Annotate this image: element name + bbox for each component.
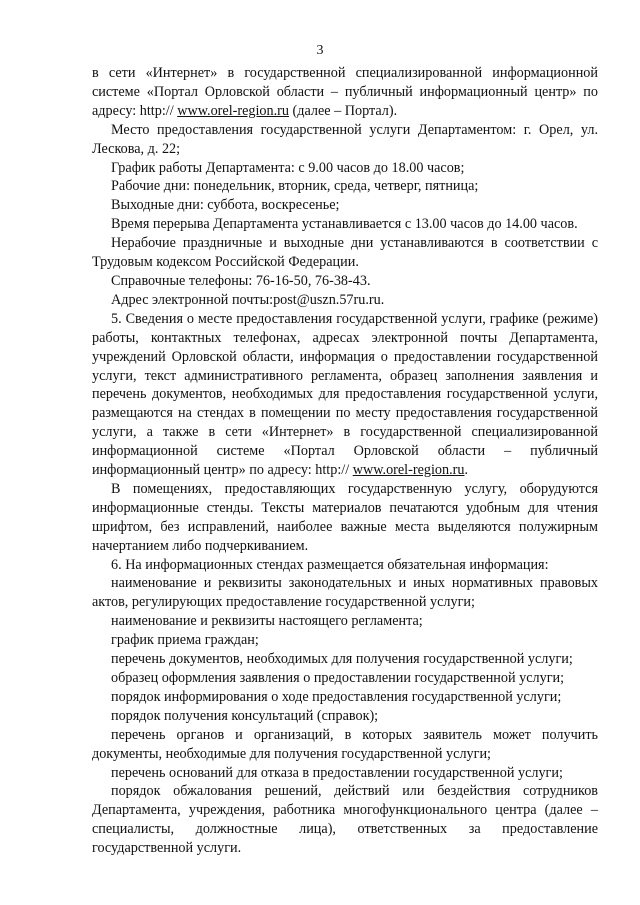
paragraph: наименование и реквизиты настоящего регламента; bbox=[111, 613, 423, 630]
paragraph: порядок обжалования решений, действий или бездействия сотрудников Департамента, учреждения, работника многофункционального центра (далее – специалисты, должностные лица), ответственных за предоставление государственной услуги. bbox=[92, 783, 598, 857]
paragraph: Время перерыва Департамента устанавливается с 13.00 часов до 14.00 часов. bbox=[111, 216, 578, 233]
paragraph: наименование и реквизиты законодательных и иных нормативных правовых актов, регулирующих предоставление государственной услуги; bbox=[92, 575, 598, 611]
paragraph: график приема граждан; bbox=[111, 632, 259, 649]
paragraph: Справочные телефоны: 76-16-50, 76-38-43. bbox=[111, 272, 371, 289]
paragraph: перечень оснований для отказа в предоставлении государственной услуги; bbox=[111, 764, 563, 781]
paragraph: Рабочие дни: понедельник, вторник, среда, четверг, пятница; bbox=[111, 178, 479, 195]
paragraph: образец оформления заявления о предоставлении государственной услуги; bbox=[111, 670, 565, 686]
paragraph: порядок информирования о ходе предоставления государственной услуги; bbox=[111, 688, 562, 705]
paragraph: Место предоставления государственной услуги Департаментом: г. Орел, ул. Лескова, д. 22; bbox=[92, 121, 598, 157]
paragraph: перечень документов, необходимых для получения государственной услуги; bbox=[111, 651, 573, 668]
document-body bbox=[92, 64, 598, 858]
paragraph: 6. На информационных стендах размещается обязательная информация: bbox=[111, 556, 549, 573]
paragraph: 5. Сведения о месте предоставления государственной услуги, графике (режиме) работы, контактных телефонах, адресах электронной почты Департамента, учреждений Орловской области, информация о предоставлении государственной услуги, текст административного регламента, образец заполнения заявления и перечень документов, необходимых для предоставления государственной услуги, размещаются на стендах в помещении по месту предоставления государственной услуги, а также в сети «Интернет» в государственной специализированной информационной системе «Портал Орловской области – публичный информационный центр» по адресу: http:// www.orel-region.ru. bbox=[92, 310, 598, 479]
paragraph: Выходные дни: суббота, воскресенье; bbox=[111, 197, 340, 214]
portal-link[interactable]: www.orel-region.ru bbox=[352, 462, 465, 479]
paragraph: В помещениях, предоставляющих государственную услугу, оборудуются информационные стенды. Тексты материалов печатаются удобным для чтения шрифтом, без исправлений, наиболее важные места выделяются полужирным начертанием либо подчеркиванием. bbox=[92, 480, 598, 554]
paragraph: Нерабочие праздничные и выходные дни устанавливаются в соответствии с Трудовым кодексом Российской Федерации. bbox=[92, 235, 598, 271]
paragraph: порядок получения консультаций (справок); bbox=[111, 707, 379, 724]
paragraph: График работы Департамента: с 9.00 часов до 18.00 часов; bbox=[111, 159, 465, 176]
paragraph: перечень органов и организаций, в которых заявитель может получить документы, необходимые для получения государственной услуги; bbox=[92, 726, 598, 762]
portal-link[interactable]: www.orel-region.ru bbox=[177, 102, 289, 119]
paragraph: в сети «Интернет» в государственной специализированной информационной системе «Портал Орловской области – публичный информационный центр» по адресу: http:// www.orel-region.ru (далее – Портал). bbox=[92, 65, 598, 119]
page-number: 3 bbox=[316, 43, 324, 58]
paragraph: Адрес электронной почты:post@uszn.57ru.ru. bbox=[111, 291, 385, 308]
